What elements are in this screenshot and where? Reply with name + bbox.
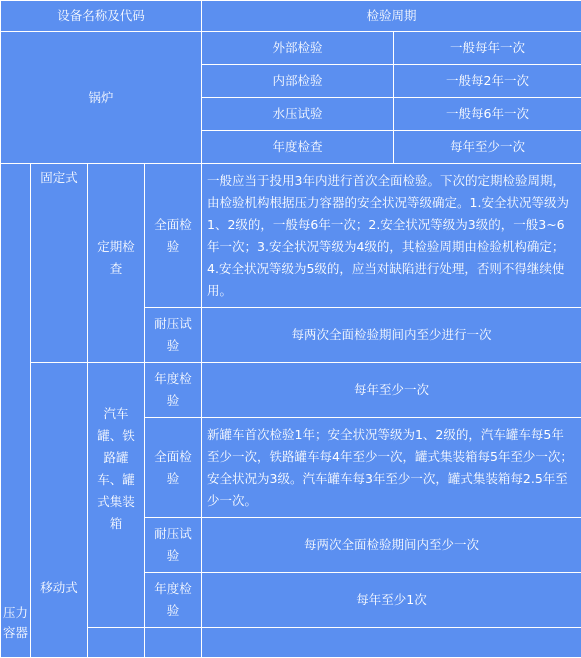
boiler-item: 年度检查 [202,131,394,164]
fixed-type: 固定式 [31,164,88,363]
mobile-pressure-text: 每两次全面检验期间内至少一次 [202,518,581,573]
mobile-full-text: 新罐车首次检验1年；安全状况等级为1、2级的，汽车罐车每5年至少一次，铁路罐车每4年至少一次，罐式集装箱每5年至少一次；安全状况为3级。汽车罐车每3年至少一次，罐式集装箱每2.5年至少一次。 [202,418,581,518]
table-header-row [1,1,581,32]
fixed-sub: 定期检查 [88,164,145,363]
mobile-annual-label: 年度检验 [145,363,202,418]
mobile-annual-text: 每年至少一次 [202,363,581,418]
fixed-full-text: 一般应当于投用3年内进行首次全面检验。下次的定期检验周期，由检验机构根据压力容器的安全状况等级确定。1.安全状况等级为1、2级的，一般每6年一次；2.安全状况等级为3级的，一般3~6年一次；3.安全状况等级为4级的，其检验周期由检验机构确定；4.安全状况等级为5级的，应当对缺陷进行处理，否则不得继续使用。 [202,164,581,308]
fixed-full-label: 全面检验 [145,164,202,308]
header-device: 设备名称及代码 [1,1,202,32]
boiler-item: 内部检验 [202,65,394,98]
table-row [1,164,581,308]
mobile-pressure-label: 耐压试验 [145,518,202,573]
boiler-period: 一般每年一次 [394,32,581,65]
boiler-label: 锅炉 [1,32,202,164]
boiler-period: 每年至少一次 [394,131,581,164]
empty-cell [88,628,145,658]
boiler-period: 一般每2年一次 [394,65,581,98]
boiler-item: 水压试验 [202,98,394,131]
vessel-label: 压力容器 [1,164,31,658]
fixed-pressure-label: 耐压试验 [145,308,202,363]
empty-cell [202,628,581,658]
empty-cell [145,628,202,658]
table-row [1,363,581,418]
boiler-item: 外部检验 [202,32,394,65]
fixed-pressure-text: 每两次全面检验期间内至少进行一次 [202,308,581,363]
boiler-period: 一般每6年一次 [394,98,581,131]
table-row [1,628,581,658]
mobile-annual2-text: 每年至少1次 [202,573,581,628]
mobile-sub: 汽车罐、铁路罐车、罐式集装箱 [88,363,145,628]
mobile-type: 移动式 [31,363,88,658]
mobile-annual2-label: 年度检验 [145,573,202,628]
header-period: 检验周期 [202,1,581,32]
table-row [1,32,581,65]
mobile-full-label: 全面检验 [145,418,202,518]
